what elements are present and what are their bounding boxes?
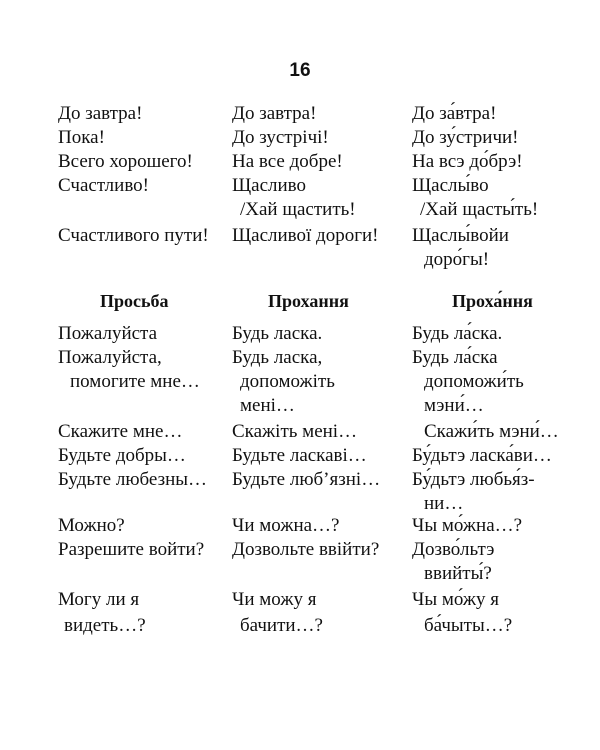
phrase-line: ни… [424, 493, 464, 514]
phrase-line: Скажіть мені… [232, 421, 358, 442]
phrase-line: Щаслы́во [412, 175, 489, 196]
phrase-line: допоможи́ть [424, 371, 524, 392]
phrase-line: Счастливо! [58, 175, 149, 196]
phrase-line: Будьте любезны… [58, 469, 208, 490]
section-heading: Просьба [100, 291, 169, 311]
phrase-line: Бу́дьтэ ласка́ви… [412, 445, 552, 466]
phrase-line: Скажите мне… [58, 421, 183, 442]
phrase-line: Будь ла́ска. [412, 323, 503, 344]
phrase-line: мені… [240, 395, 295, 416]
phrase-line: ввийты́? [424, 563, 492, 584]
phrase-line: Чи можу я [232, 589, 317, 610]
phrase-line: На всэ до́брэ! [412, 151, 523, 172]
phrase-line: На все добре! [232, 151, 343, 172]
phrase-line: доро́гы! [424, 249, 490, 270]
phrase-line: Чы мо́жу я [412, 589, 500, 610]
phrase-line: Будь ласка. [232, 323, 323, 344]
phrase-line: Разрешите войти? [58, 539, 205, 560]
phrase-line: Будьте ласкаві… [232, 445, 367, 466]
phrase-line: ба́чыты…? [424, 615, 513, 636]
phrase-line: Всего хорошего! [58, 151, 193, 172]
phrase-line: Будьте добры… [58, 445, 186, 466]
phrase-line: Могу ли я [58, 589, 140, 610]
section-heading: Проха́ння [452, 291, 533, 311]
phrase-line: До завтра! [232, 103, 317, 124]
phrase-line: Щасливої дороги! [232, 225, 379, 246]
phrase-line: /Хай щастить! [240, 199, 356, 220]
phrase-line: Щасливо [232, 175, 307, 196]
phrase-line: Счастливого пути! [58, 225, 209, 246]
phrase-line: Чи можна…? [232, 515, 340, 536]
phrase-line: Щаслы́войи [412, 225, 509, 246]
phrase-line: Дозвольте ввійти? [232, 539, 380, 560]
phrase-line: мэни́… [424, 395, 484, 416]
phrase-line: До завтра! [58, 103, 143, 124]
phrase-line: бачити…? [240, 615, 323, 636]
phrase-line: До зустрічі! [232, 127, 329, 148]
phrase-line: Будь ла́ска [412, 347, 498, 368]
phrase-line: /Хай щасты́ть! [420, 199, 539, 220]
phrase-line: Можно? [58, 515, 125, 536]
phrase-line: До зу́стричи! [412, 127, 519, 148]
phrase-line: Будьте люб’язні… [232, 469, 381, 490]
phrase-line: помогите мне… [70, 371, 200, 392]
phrase-line: Чы мо́жна…? [412, 515, 523, 536]
phrase-line: Пока! [58, 127, 105, 148]
phrase-line: Пожалуйста, [58, 347, 162, 368]
phrase-line: Бу́дьтэ любья́з- [412, 469, 535, 490]
section-heading: Прохання [268, 291, 349, 311]
phrase-line: Будь ласка, [232, 347, 323, 368]
phrase-line: Скажи́ть мэни́… [424, 421, 559, 442]
phrase-line: видеть…? [64, 615, 146, 636]
phrase-line: Дозво́льтэ [412, 539, 495, 560]
phrase-line: допоможіть [240, 371, 335, 392]
phrase-line: Пожалуйста [58, 323, 158, 344]
phrase-line: До за́втра! [412, 103, 497, 124]
page-number: 16 [289, 60, 311, 81]
